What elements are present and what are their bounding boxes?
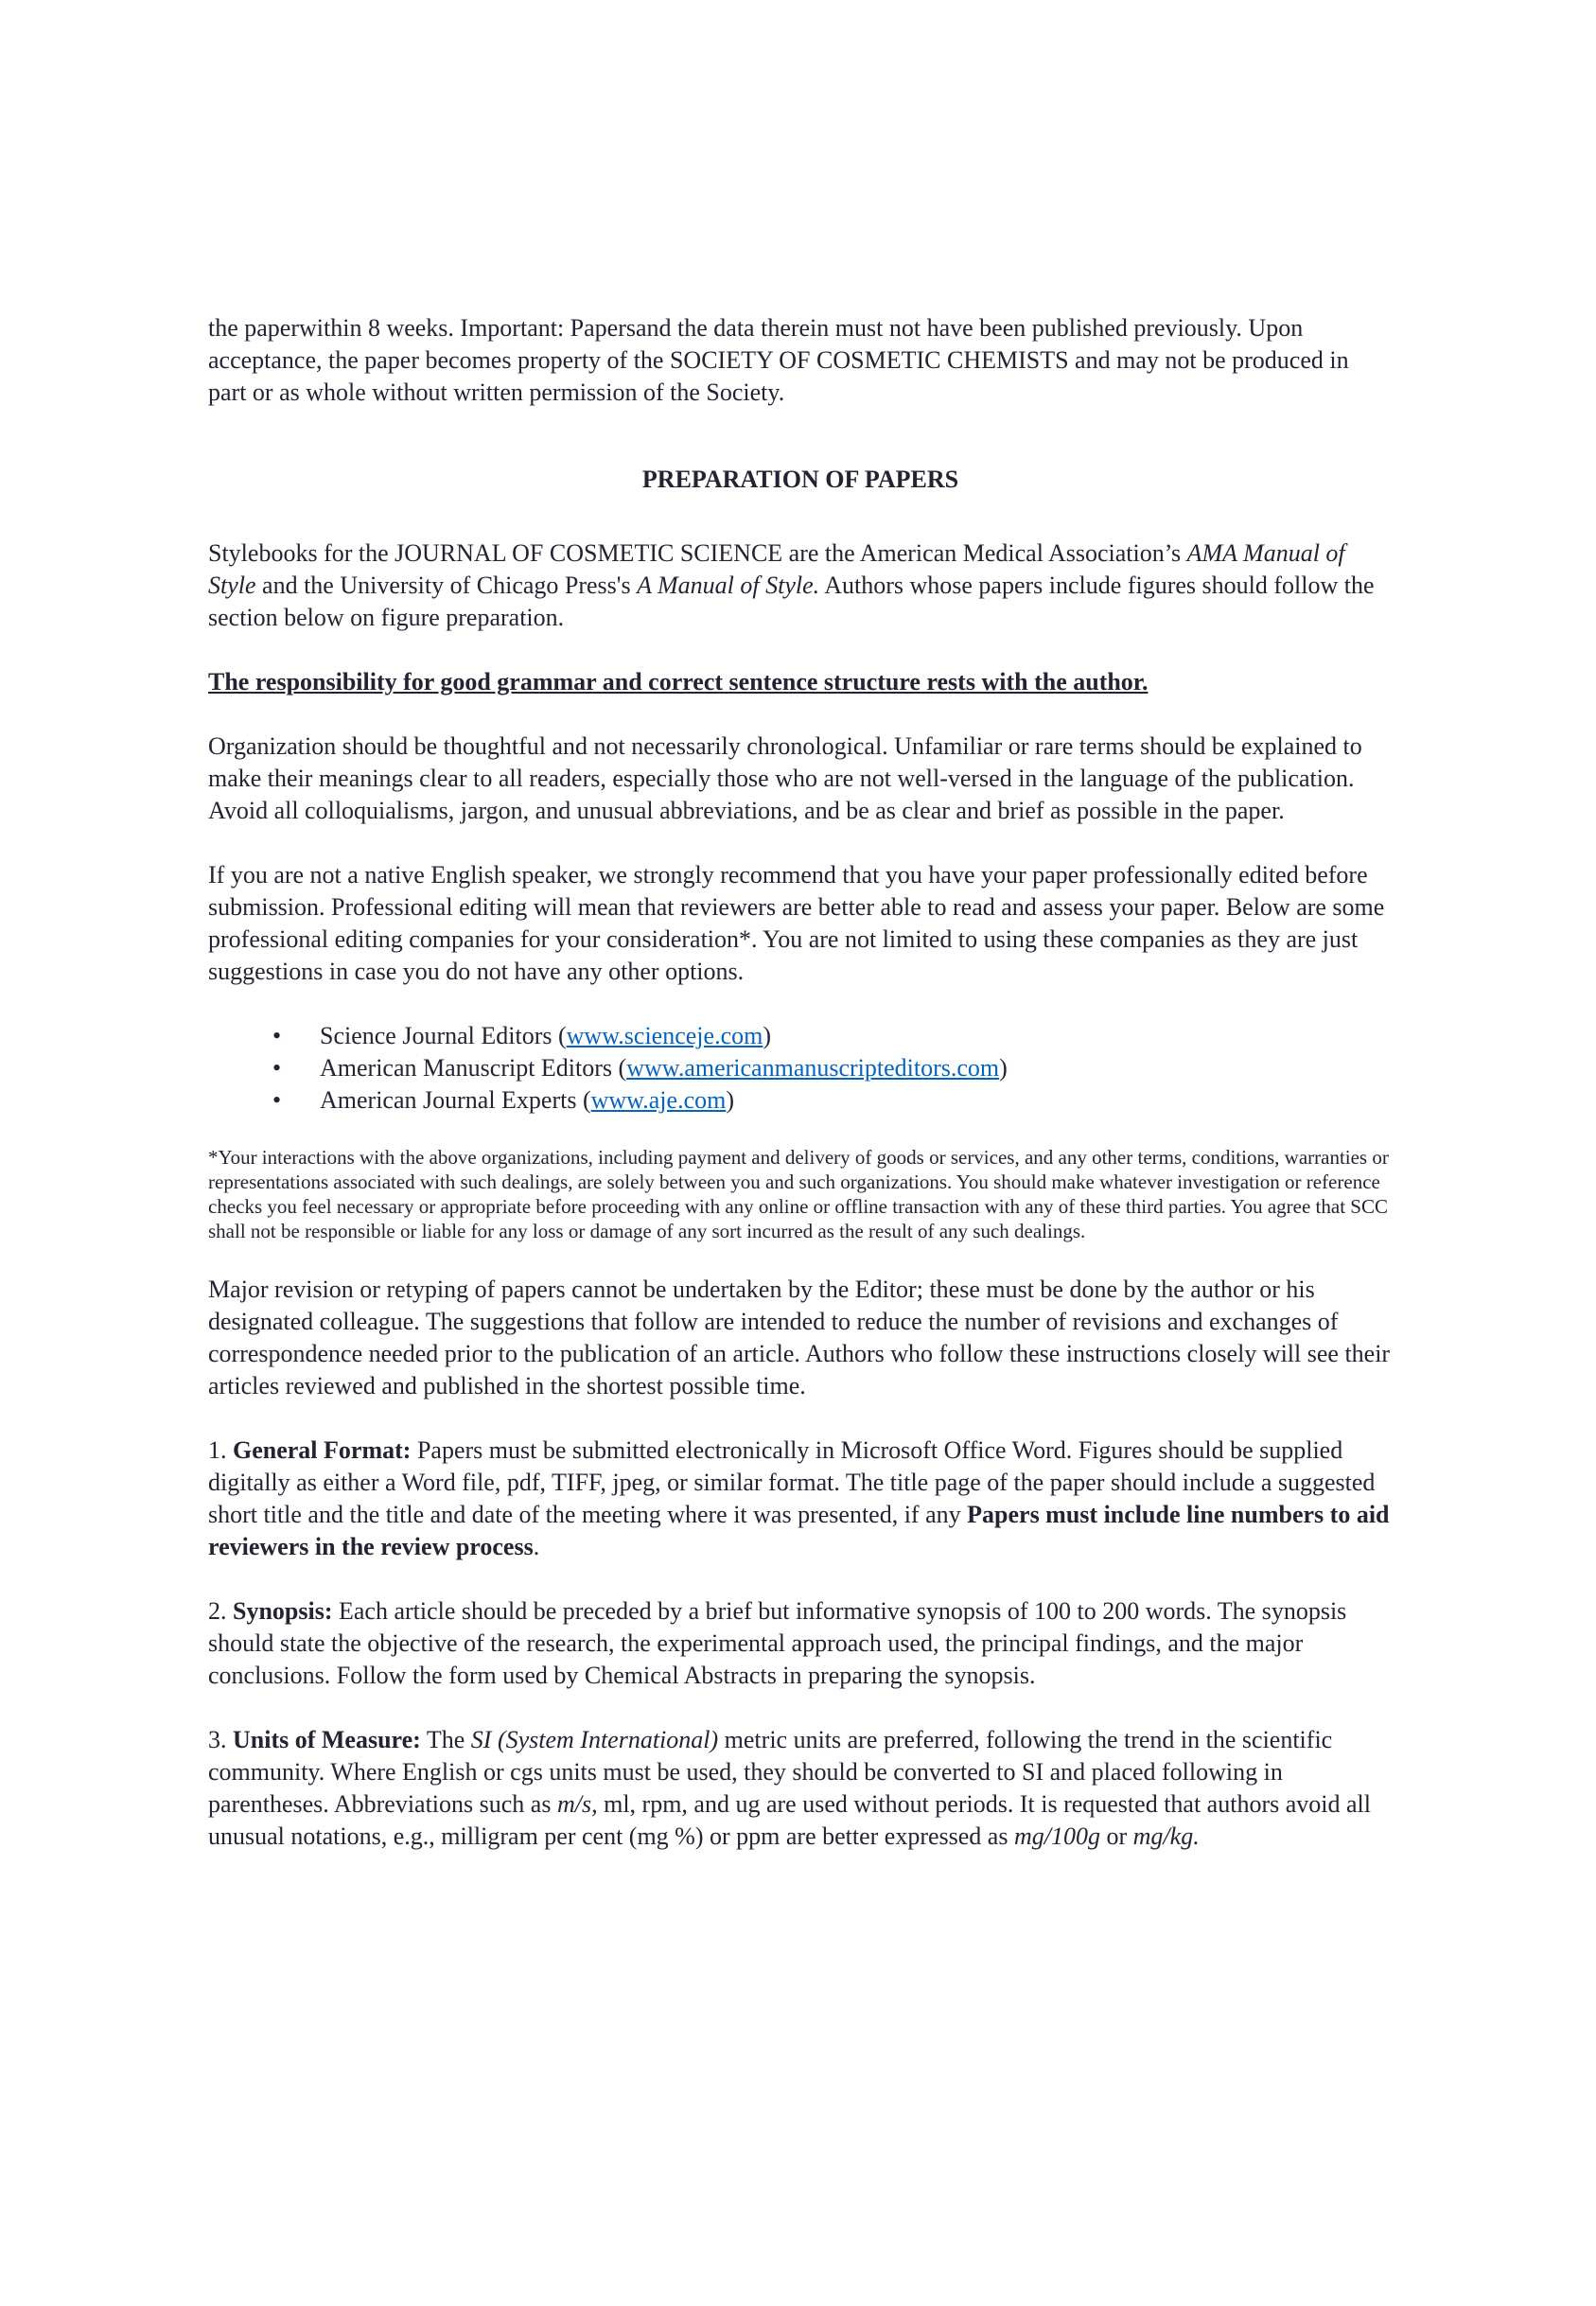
text-run: American Manuscript Editors ( — [320, 1054, 627, 1082]
text-run: AMA Manual of Style — [208, 539, 1345, 599]
text-run: Each article should be preceded by a brief but informative synopsis of 100 to 200 words. The synopsis should state the objective of the research, the experimental approach used, the principal findings, and the major conclusions. Follow the form used by Chemical Abstracts in preparing the synopsis. — [208, 1597, 1347, 1689]
intro-paragraph — [208, 312, 1393, 409]
bullet-item-science-journal-editors — [208, 1020, 1393, 1052]
stylebooks-paragraph — [208, 537, 1393, 634]
text-run: Papers must be submitted electronically in Microsoft Office Word. Figures should be supplied digitally as either a Word file, pdf, TIFF, jpeg, or similar format. The title page of the paper should include a suggested short title and the title and date of the meeting where it was presented, if any — [208, 1436, 1376, 1528]
text-run: mg/100g — [1013, 1822, 1100, 1850]
text-run: American Journal Experts ( — [320, 1086, 591, 1114]
section-heading-preparation-of-papers — [208, 464, 1393, 496]
bullet-item-american-journal-experts — [208, 1084, 1393, 1117]
text-run: or — [1099, 1822, 1133, 1850]
text-run: 1. — [208, 1436, 233, 1464]
bullet-icon: • — [272, 1022, 282, 1049]
text-run: ) — [763, 1022, 771, 1049]
text-run: mg/kg. — [1132, 1822, 1200, 1850]
bullet-icon: • — [272, 1086, 282, 1114]
bullet-item-american-manuscript-editors — [208, 1052, 1393, 1084]
text-run: Science Journal Editors ( — [320, 1022, 567, 1049]
item-general-format — [208, 1435, 1393, 1563]
text-run: metric units are preferred, following the trend in the scientific community. Where English or cgs units must be used, they should be converted to SI and placed following in parentheses. Abbreviations such as — [208, 1726, 1333, 1818]
text-run: The responsibility for good grammar and correct sentence structure rests with the author. — [208, 668, 1149, 695]
text-run: *Your interactions with the above organizations, including payment and delivery of goods or services, and any other terms, conditions, warranties or representations associated with such dealings, are solely between you and such organizations. You should make whatever investigation or reference checks you feel necessary or appropriate before proceeding with any online or offline transaction with any of these third parties. You agree that SCC shall not be responsible or liable for any loss or damage of any sort incurred as the result of any such dealings. — [208, 1146, 1389, 1242]
text-run: PREPARATION OF PAPERS — [641, 466, 959, 493]
link-americanmanuscripteditors[interactable]: www.americanmanuscripteditors.com — [626, 1054, 1000, 1082]
text-run: . — [533, 1533, 540, 1560]
text-run: Papers must include line numbers to aid reviewers in the review process — [208, 1501, 1390, 1560]
revision-paragraph — [208, 1274, 1393, 1402]
link-scienceje[interactable]: www.scienceje.com — [566, 1022, 763, 1049]
text-run: ) — [726, 1086, 735, 1114]
bullet-icon: • — [272, 1054, 282, 1082]
document-content — [208, 312, 1393, 1853]
text-run: 3. — [208, 1726, 233, 1753]
text-run: Units of Measure: — [233, 1726, 421, 1753]
item-synopsis — [208, 1595, 1393, 1692]
text-run: ) — [999, 1054, 1008, 1082]
text-run: 2. — [208, 1597, 233, 1625]
third-party-disclaimer — [208, 1145, 1393, 1243]
text-run: Major revision or retyping of papers cannot be undertaken by the Editor; these must be done by the author or his designated colleague. The suggestions that follow are intended to reduce the number of revisions and exchanges of correspondence needed prior to the publication of an article. Authors who follow these instructions closely will see their articles reviewed and published in the shortest possible time. — [208, 1276, 1391, 1399]
text-run: SI (System International) — [470, 1726, 719, 1753]
link-aje[interactable]: www.aje.com — [590, 1086, 727, 1114]
text-run: If you are not a native English speaker, we strongly recommend that you have your paper professionally edited before submission. Professional editing will mean that reviewers are better able to read and assess your paper. Below are some professional editing companies for your consideration*. You are not limited to using these companies as they are just suggestions in case you do not have any other options. — [208, 861, 1385, 985]
editing-recommendation-paragraph — [208, 859, 1393, 988]
text-run: General Format: — [233, 1436, 412, 1464]
item-units-of-measure — [208, 1724, 1393, 1853]
editing-companies-list — [208, 1020, 1393, 1117]
text-run: and the University of Chicago Press's — [255, 572, 638, 599]
text-run: Organization should be thoughtful and not necessarily chronological. Unfamiliar or rare terms should be explained to make their meanings clear to all readers, especially those who are not well-versed in the language of the publication. Avoid all colloquialisms, jargon, and unusual abbreviations, and be as clear and brief as possible in the paper. — [208, 732, 1362, 824]
text-run: ml, rpm, and ug are used without periods. It is requested that authors avoid all unusual notations, e.g., milligram per cent (mg %) or ppm are better expressed as — [208, 1790, 1371, 1850]
text-run: m/s, — [556, 1790, 598, 1818]
text-run: Stylebooks for the JOURNAL OF COSMETIC SCIENCE are the American Medical Association’s — [208, 539, 1187, 567]
text-run: A Manual of Style. — [637, 572, 820, 599]
organization-paragraph — [208, 731, 1393, 827]
text-run: Synopsis: — [233, 1597, 333, 1625]
grammar-responsibility-statement — [208, 666, 1393, 698]
text-run: The — [420, 1726, 471, 1753]
text-run: the paperwithin 8 weeks. Important: Papersand the data therein must not have been published previously. Upon acceptance, the paper becomes property of the SOCIETY OF COSMETIC CHEMISTS and may not be produced in part or as whole without written permission of the Society. — [208, 314, 1349, 406]
text-run: Authors whose papers include figures should follow the section below on figure preparation. — [208, 572, 1375, 631]
